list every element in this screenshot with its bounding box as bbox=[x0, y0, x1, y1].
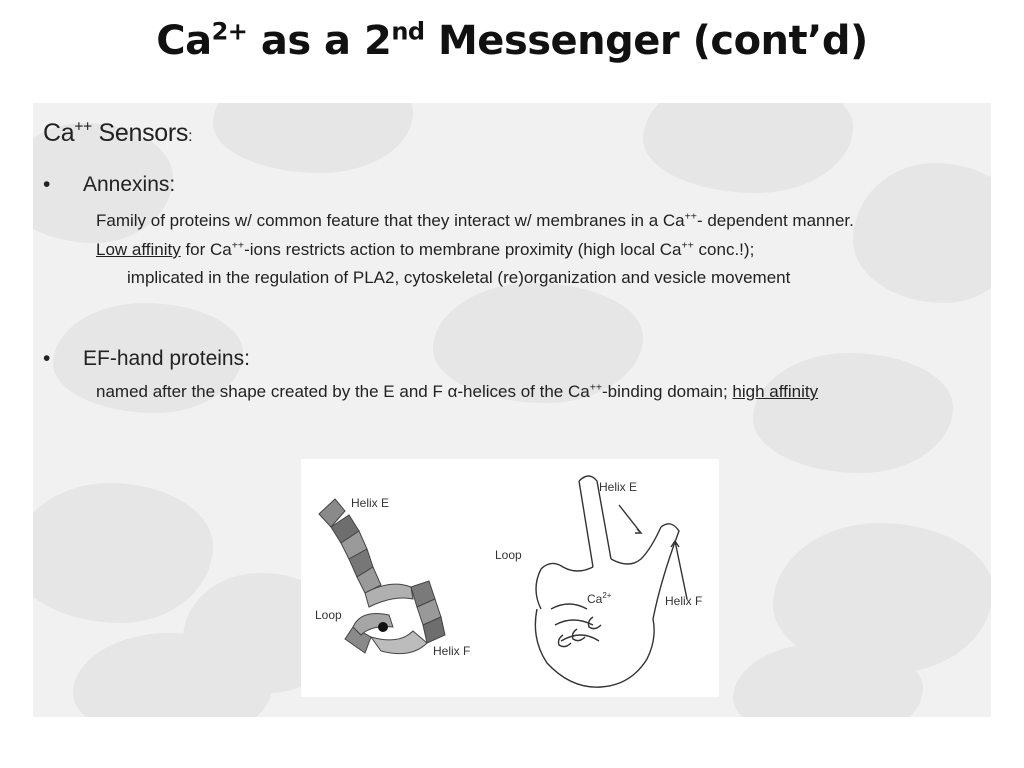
protein-ribbon-image bbox=[319, 499, 445, 654]
content-panel bbox=[33, 103, 991, 717]
label-ca-text: Ca bbox=[587, 592, 603, 606]
ef-hand-line-text: named after the shape created by the E and F bbox=[96, 382, 448, 401]
hand-illustration bbox=[535, 476, 687, 687]
label-loop-right: Loop bbox=[495, 548, 522, 562]
bullet-annexins bbox=[43, 173, 175, 197]
panel-content bbox=[33, 103, 991, 717]
annexins-line-2-superscript: ++ bbox=[681, 239, 694, 252]
heading-superscript: ++ bbox=[74, 118, 92, 136]
slide-title bbox=[0, 18, 1024, 64]
high-affinity-text: high affinity bbox=[732, 382, 819, 401]
label-loop-left: Loop bbox=[315, 608, 342, 622]
annexins-line-2-text-end: conc.!); bbox=[693, 240, 755, 259]
annexins-line-1-superscript: ++ bbox=[684, 210, 697, 223]
ef-hand-line-text-mid: -helices of the Ca bbox=[457, 382, 590, 401]
annexins-line-1 bbox=[96, 211, 854, 231]
ef-hand-line-superscript: ++ bbox=[589, 381, 602, 394]
alpha-symbol: α bbox=[447, 382, 458, 401]
heading-text-sensors: Sensors bbox=[91, 119, 189, 147]
label-helix-e-left: Helix E bbox=[351, 496, 390, 510]
annexins-line-3: implicated in the regulation of PLA2, cytoskeletal (re)organization and vesicle movement bbox=[127, 268, 791, 287]
label-helix-f-left: Helix F bbox=[433, 644, 471, 658]
ef-hand-illustration bbox=[301, 459, 719, 697]
annexins-line-2-superscript: ++ bbox=[231, 239, 245, 252]
low-affinity-text: Low affinity bbox=[96, 240, 181, 259]
label-ca-right bbox=[587, 591, 612, 606]
annexins-line-2-text: for Ca bbox=[180, 240, 232, 259]
bullet-title-ef-hand: EF-hand proteins: bbox=[83, 347, 250, 370]
heading-colon: : bbox=[188, 128, 193, 145]
heading-text: Ca bbox=[43, 119, 75, 147]
title-text-as-a: as a 2 bbox=[247, 18, 392, 64]
ef-hand-line-text-end: -binding domain; bbox=[602, 382, 733, 401]
ef-hand-line bbox=[96, 382, 818, 402]
bullet-ef-hand bbox=[43, 347, 250, 371]
annexins-line-2-text-mid: -ions restricts action to membrane proximity (high local Ca bbox=[244, 240, 682, 259]
bullet-dot: • bbox=[43, 173, 51, 196]
bullet-title-annexins: Annexins: bbox=[83, 173, 176, 196]
title-text-messenger: Messenger (cont’d) bbox=[424, 18, 868, 64]
bullet-dot: • bbox=[43, 347, 51, 370]
label-helix-e-right: Helix E bbox=[599, 480, 638, 494]
title-superscript-charge: 2+ bbox=[211, 17, 248, 46]
label-helix-f-right: Helix F bbox=[665, 594, 703, 608]
annexins-line-1-text: Family of proteins w/ common feature that they interact w/ membranes in a Ca bbox=[96, 211, 685, 230]
annexins-line-1-text-end: - dependent manner. bbox=[696, 211, 854, 230]
annexins-line-2 bbox=[96, 240, 754, 260]
title-text-ca: Ca bbox=[156, 18, 212, 64]
ef-hand-figure bbox=[301, 459, 719, 697]
title-superscript-nd: nd bbox=[391, 17, 425, 46]
label-ca-superscript: 2+ bbox=[602, 591, 612, 600]
section-heading bbox=[43, 119, 192, 148]
